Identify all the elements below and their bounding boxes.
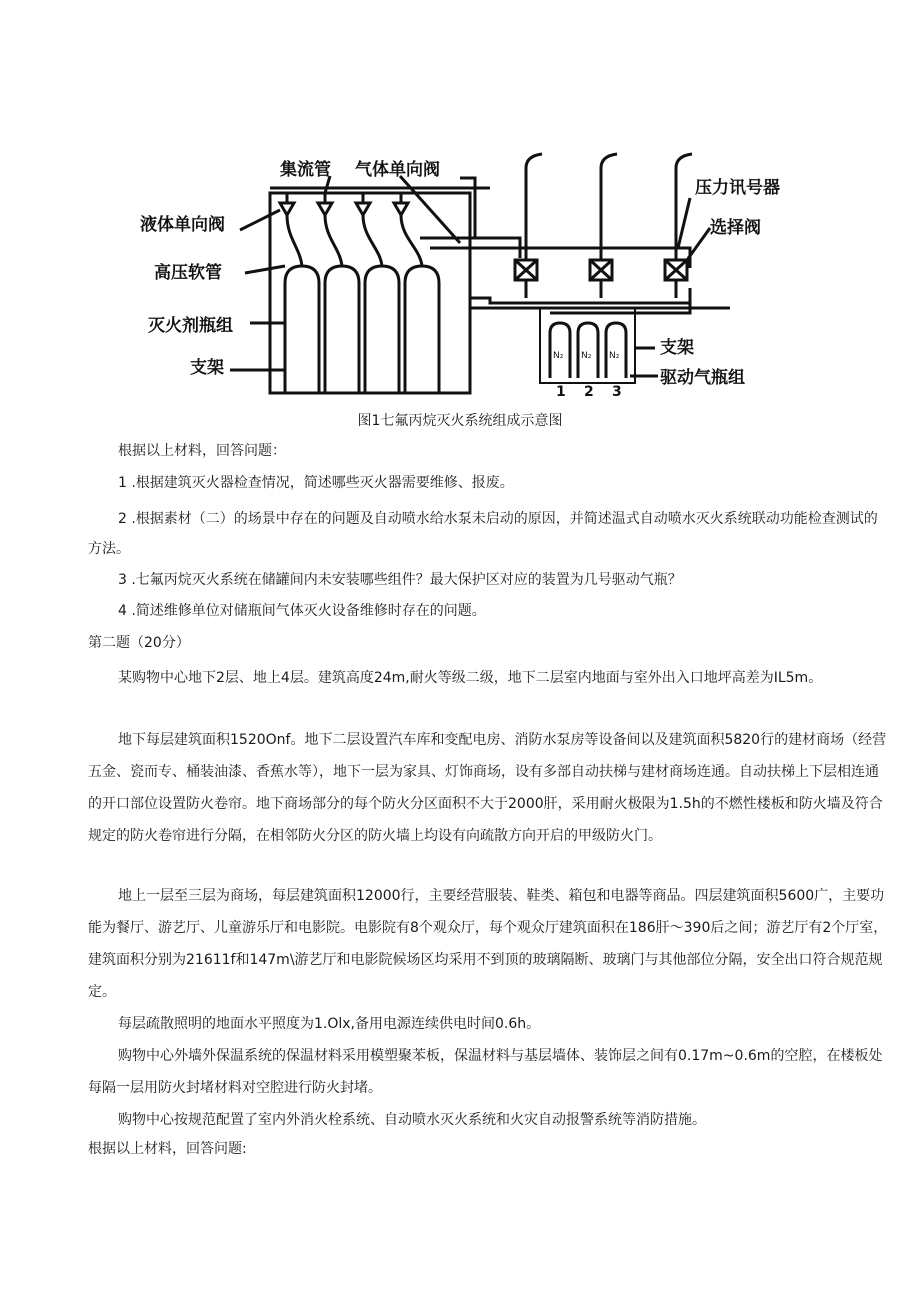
hose-1 (287, 215, 302, 266)
n2-label-3: N₂ (609, 351, 620, 361)
q2-paragraph-4: 每层疏散照明的地面水平照度为1.Olx,备用电源连续供电时间0.6h。 (118, 1016, 541, 1032)
label-drive-cylinders: 驱动气瓶组 (660, 368, 745, 388)
check-valve-2 (318, 203, 332, 215)
label-gas-check-valve: 气体单向阀 (355, 160, 440, 180)
hose-4 (401, 215, 422, 266)
label-bracket-right: 支架 (660, 338, 694, 358)
label-pressure-switch: 压力讯号器 (695, 178, 780, 198)
n2-label-2: N₂ (581, 351, 592, 361)
q1-item-3: 3 .七氟丙烷灭火系统在储罐间内未安装哪些组件？最大保护区对应的装置为几号驱动气瓶？ (118, 572, 682, 588)
q2-paragraph-6: 购物中心按规范配置了室内外消火栓系统、自动喷水灭火系统和火灾自动报警系统等消防措施。 (118, 1112, 706, 1128)
label-agent-cylinders: 灭火剂瓶组 (148, 316, 233, 336)
label-liquid-check-valve: 液体单向阀 (140, 215, 225, 235)
system-diagram (130, 148, 790, 406)
n2-label-1: N₂ (553, 351, 564, 361)
q1-intro: 根据以上材料，回答问题： (118, 443, 286, 459)
label-selector-valve: 选择阀 (710, 218, 761, 238)
outlet-pipe-2 (601, 154, 617, 260)
q2-paragraph-1: 某购物中心地下2层、地上4层。建筑高度24m,耐火等级二级，地下二层室内地面与室外出入口地坪高差为IL5m。 (118, 670, 823, 686)
label-high-pressure-hose: 高压软管 (154, 263, 222, 283)
heptafluoropropane-system-figure (130, 148, 790, 406)
agent-cylinder-1 (285, 266, 319, 393)
hose-3 (363, 215, 382, 266)
agent-cylinder-2 (325, 266, 359, 393)
agent-cylinder-3 (365, 266, 399, 393)
outlet-pipe-1 (526, 154, 542, 260)
figure-caption: 图1七氟丙烷灭火系统组成示意图 (357, 413, 563, 429)
drive-num-2: 2 (584, 384, 594, 400)
q2-title: 第二题（20分） (88, 635, 190, 651)
check-valve-1 (280, 203, 294, 215)
check-valve-3 (356, 203, 370, 215)
q2-closing-prompt: 根据以上材料，回答问题: (88, 1141, 247, 1157)
q2-paragraph-2: 地下每层建筑面积1520Onf。地下二层设置汽车库和变配电房、消防水泵房等设备间以及建筑面积5820行的建材商场（经营五金、瓷而专、桶装油漆、香蕉水等），地下一层为家具、灯饰商场，设有多部自动扶梯与建材商场连通。自动扶梯上下层相连通的开口部位设置防火卷帘。地下商场部分的每个防火分区面积不大于2000肝，采用耐火极限为1.5h的不燃性楼板和防火墙及符合规定的防火卷帘进行分隔，在相邻防火分区的防火墙上均设有向疏散方向开启的甲级防火门。 (88, 732, 887, 844)
drive-num-1: 1 (556, 384, 566, 400)
label-manifold: 集流管 (280, 160, 331, 180)
q2-paragraph-3: 地上一层至三层为商场，每层建筑面积12000行，主要经营服装、鞋类、箱包和电器等商品。四层建筑面积5600广，主要功能为餐厅、游艺厅、儿童游乐厅和电影院。电影院有8个观众厅，每个观众厅建筑面积在186肝〜390后之间；游艺厅有2个厅室，建筑面积分别为21611f和147m\游艺厅和电影院候场区均采用不到顶的玻璃隔断、玻璃门与其他部位分隔，安全出口符合规范规定。 (88, 888, 888, 1000)
hose-2 (325, 215, 342, 266)
q2-paragraph-5: 购物中心外墙外保温系统的保温材料采用模塑聚苯板，保温材料与基层墙体、装饰层之间有0.17m~0.6m的空腔，在楼板处每隔一层用防火封堵材料对空腔进行防火封堵。 (88, 1048, 883, 1096)
check-valve-4 (394, 203, 408, 215)
q1-item-2: 2 .根据素材（二）的场景中存在的问题及自动喷水给水泵未启动的原因，并简述温式自动喷水灭火系统联动功能检查测试的方法。 (88, 511, 878, 557)
q1-item-4: 4 .简述维修单位对储瓶间气体灭火设备维修时存在的问题。 (118, 603, 486, 619)
label-bracket-left: 支架 (190, 358, 224, 378)
q1-item-1: 1 .根据建筑灭火器检查情况，简述哪些灭火器需要维修、报废。 (118, 475, 514, 491)
drive-num-3: 3 (612, 384, 622, 400)
agent-cylinder-4 (405, 266, 439, 393)
